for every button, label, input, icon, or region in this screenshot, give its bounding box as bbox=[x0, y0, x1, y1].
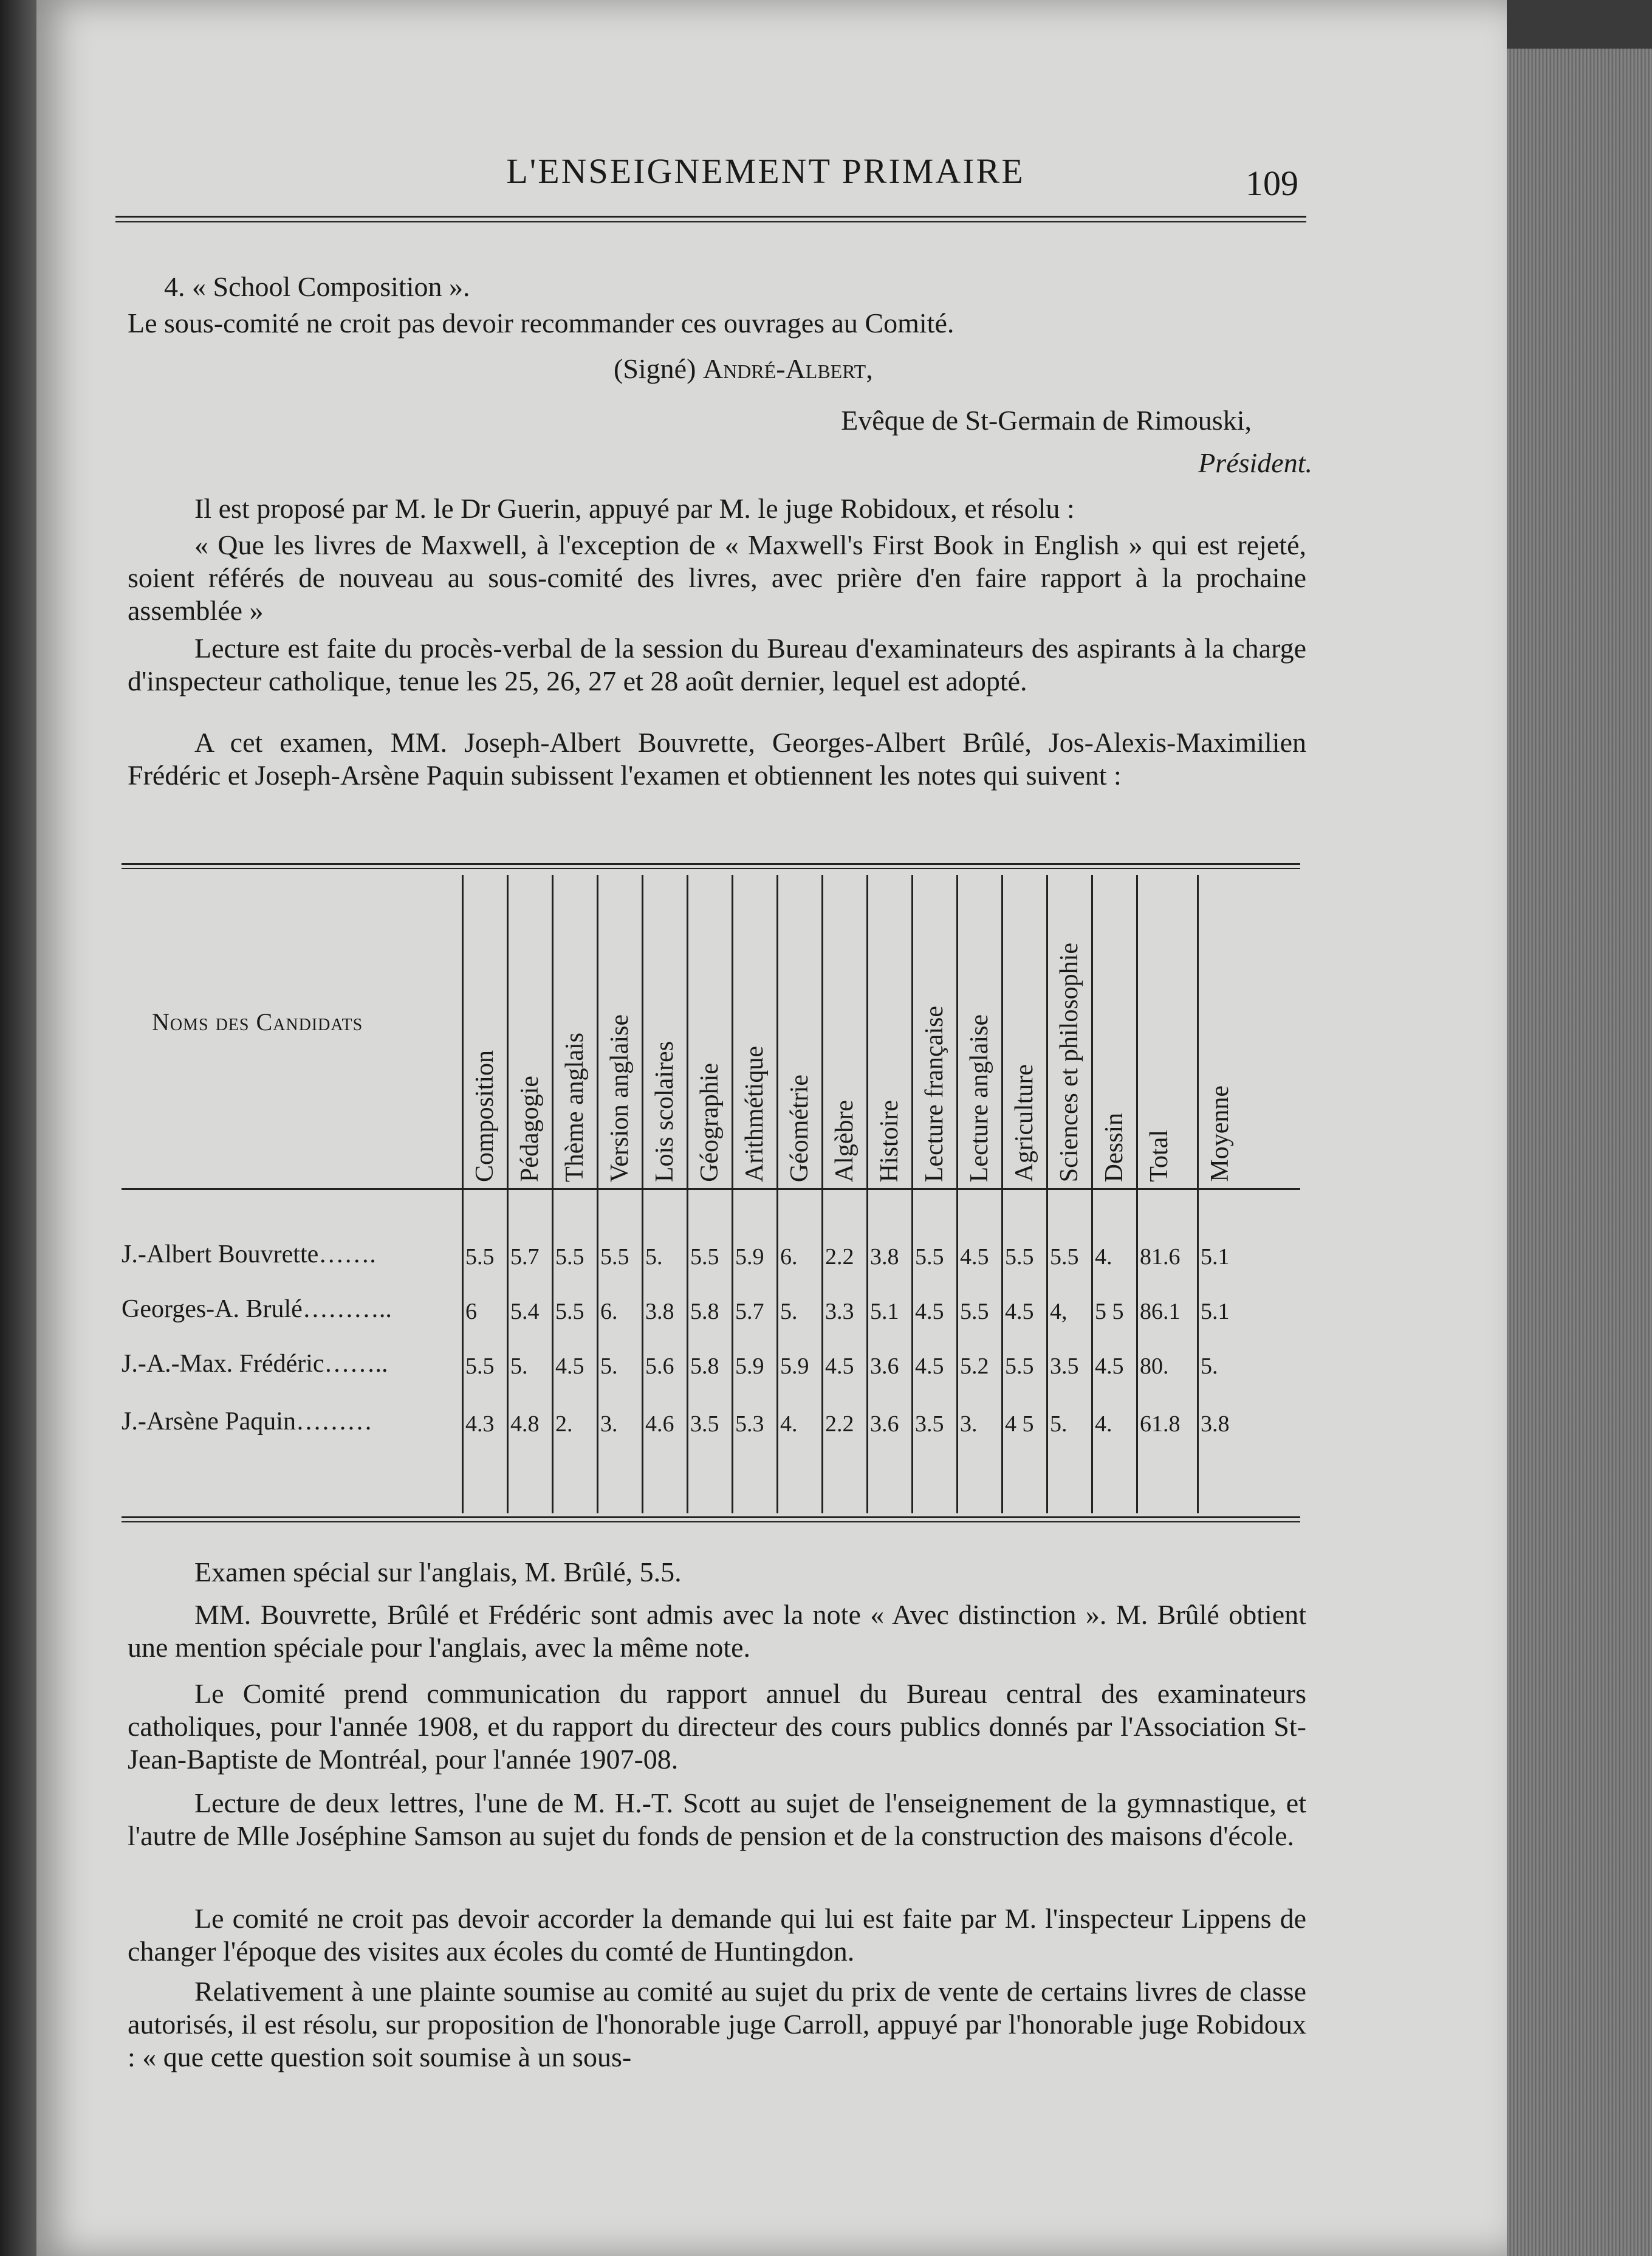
score-cell: 5.1 bbox=[1201, 1244, 1230, 1270]
column-divider bbox=[821, 875, 823, 1513]
paragraph-4: A cet examen, MM. Joseph-Albert Bouvrette, Georges-Albert Brûlé, Jos-Alexis-Maximilien Frédéric et Joseph-Arsène Paquin subissent l'examen et obtiennent les notes qui suivent : bbox=[128, 727, 1306, 791]
score-cell: 4.8 bbox=[510, 1411, 540, 1437]
paragraph-3: Lecture est faite du procès-verbal de la session du Bureau d'examinateurs des aspirants à la charge d'inspecteur catholique, tenue les 25, 26, 27 et 28 août dernier, lequel est adopté. bbox=[128, 633, 1306, 696]
after-paragraph-1: Examen spécial sur l'anglais, M. Brûlé, 5.5. bbox=[194, 1556, 682, 1587]
column-header: Version anglaise bbox=[606, 1014, 634, 1182]
score-cell: 2.2 bbox=[825, 1244, 854, 1270]
score-cell: 4, bbox=[1050, 1299, 1068, 1324]
score-cell: 5.5 bbox=[1005, 1244, 1034, 1270]
score-cell: 5.5 bbox=[1050, 1244, 1079, 1270]
candidate-name: J.-A.-Max. Frédéric…….. bbox=[122, 1350, 388, 1378]
column-header: Lecture anglaise bbox=[965, 1014, 993, 1182]
page-number: 109 bbox=[1246, 163, 1298, 203]
score-cell: 2. bbox=[555, 1411, 573, 1437]
score-cell: 5.5 bbox=[690, 1244, 719, 1270]
book-page bbox=[36, 0, 1507, 2256]
candidate-name: J.-Arsène Paquin……… bbox=[122, 1408, 372, 1436]
score-cell: 5.7 bbox=[735, 1299, 764, 1324]
column-divider bbox=[1136, 875, 1138, 1513]
signature-line bbox=[614, 352, 1160, 385]
paragraph-1: Il est proposé par M. le Dr Guerin, appuyé par M. le juge Robidoux, et résolu : bbox=[194, 493, 1075, 524]
score-cell: 4. bbox=[780, 1411, 798, 1437]
column-header: Histoire bbox=[876, 1099, 903, 1182]
table-header-rule bbox=[122, 1188, 1300, 1190]
score-cell: 5. bbox=[1050, 1411, 1068, 1437]
header-rule-2 bbox=[115, 221, 1306, 222]
score-cell: 4. bbox=[1095, 1411, 1112, 1437]
score-cell: 4.3 bbox=[465, 1411, 495, 1437]
score-cell: 4 5 bbox=[1005, 1411, 1034, 1437]
score-cell: 6. bbox=[780, 1244, 798, 1270]
score-cell: 5.9 bbox=[735, 1353, 764, 1379]
table-top-rule-2 bbox=[122, 868, 1300, 869]
score-cell: 5.5 bbox=[555, 1244, 584, 1270]
score-cell: 6. bbox=[600, 1299, 618, 1324]
book-gutter bbox=[0, 0, 36, 2256]
score-cell: 5.5 bbox=[960, 1299, 989, 1324]
score-cell: 5.2 bbox=[960, 1353, 989, 1379]
score-cell: 61.8 bbox=[1140, 1411, 1181, 1437]
score-cell: 86.1 bbox=[1140, 1299, 1181, 1324]
table-top-rule bbox=[122, 863, 1300, 865]
names-column-header: Noms des Candidats bbox=[152, 1008, 363, 1036]
score-cell: 5.5 bbox=[555, 1299, 584, 1324]
score-cell: 5.9 bbox=[780, 1353, 809, 1379]
score-cell: 5.8 bbox=[690, 1299, 719, 1324]
column-divider bbox=[776, 875, 778, 1513]
column-divider bbox=[507, 875, 509, 1513]
score-cell: 5.5 bbox=[1005, 1353, 1034, 1379]
paragraph-2: « Que les livres de Maxwell, à l'exception de « Maxwell's First Book in English » qui est rejeté, soient référés de nouveau au sous-comité des livres, avec prière d'en faire rapport à la prochaine assemblée » bbox=[128, 529, 1306, 626]
score-cell: 4.6 bbox=[645, 1411, 674, 1437]
intro-item: 4. « School Composition ». bbox=[164, 271, 470, 302]
column-divider bbox=[642, 875, 643, 1513]
column-header: Algèbre bbox=[831, 1099, 859, 1182]
column-divider bbox=[1091, 875, 1093, 1513]
column-divider bbox=[687, 875, 688, 1513]
score-cell: 5.1 bbox=[870, 1299, 899, 1324]
score-cell: 5.3 bbox=[735, 1411, 764, 1437]
column-divider bbox=[1001, 875, 1003, 1513]
signed-prefix: (Signé) bbox=[614, 353, 696, 384]
score-cell: 3.6 bbox=[870, 1353, 899, 1379]
after-paragraph-3: Le Comité prend communication du rapport annuel du Bureau central des examinateurs catholiques, pour l'année 1908, et du rapport du directeur des cours publics donnés par l'Association St-Jean-Baptiste de Montréal, pour l'année 1907-08. bbox=[128, 1678, 1306, 1775]
column-header: Thème anglais bbox=[561, 1032, 589, 1182]
score-cell: 3.8 bbox=[870, 1244, 899, 1270]
candidate-name: Georges-A. Brulé……….. bbox=[122, 1295, 392, 1323]
score-cell: 3. bbox=[960, 1411, 978, 1437]
after-paragraph-6: Relativement à une plainte soumise au comité au sujet du prix de vente de certains livres de classe autorisés, il est résolu, sur proposition de l'honorable juge Carroll, appuyé par l'honorable juge Robidoux : « que cette question soit soumise à un sous- bbox=[128, 1976, 1306, 2072]
page-fore-edge bbox=[1507, 49, 1652, 2256]
score-cell: 5.5 bbox=[465, 1244, 495, 1270]
score-cell: 3.3 bbox=[825, 1299, 854, 1324]
score-cell: 4.5 bbox=[960, 1244, 989, 1270]
score-cell: 3. bbox=[600, 1411, 618, 1437]
column-divider bbox=[956, 875, 958, 1513]
score-cell: 3.6 bbox=[870, 1411, 899, 1437]
column-divider bbox=[866, 875, 868, 1513]
header-rule bbox=[115, 216, 1306, 218]
score-cell: 3.8 bbox=[1201, 1411, 1230, 1437]
score-cell: 4.5 bbox=[1005, 1299, 1034, 1324]
column-header: Arithmétique bbox=[741, 1046, 769, 1182]
column-header: Agriculture bbox=[1010, 1064, 1038, 1182]
results-table bbox=[122, 863, 1300, 1544]
signature-role: Président. bbox=[1198, 447, 1312, 478]
score-cell: 5.7 bbox=[510, 1244, 540, 1270]
score-cell: 5. bbox=[600, 1353, 618, 1379]
score-cell: 5. bbox=[1201, 1353, 1218, 1379]
score-cell: 3.8 bbox=[645, 1299, 674, 1324]
column-divider bbox=[597, 875, 598, 1513]
running-head: L'ENSEIGNEMENT PRIMAIRE bbox=[506, 151, 1025, 191]
table-bottom-rule-2 bbox=[122, 1521, 1300, 1522]
score-cell: 6 bbox=[465, 1299, 477, 1324]
score-cell: 5.6 bbox=[645, 1353, 674, 1379]
background-top bbox=[1507, 0, 1652, 49]
after-paragraph-4: Lecture de deux lettres, l'une de M. H.-T. Scott au sujet de l'enseignement de la gymnastique, et l'autre de Mlle Joséphine Samson au sujet du fonds de pension et de la construction des maisons d'école. bbox=[128, 1787, 1306, 1851]
column-divider bbox=[552, 875, 554, 1513]
score-cell: 80. bbox=[1140, 1353, 1169, 1379]
score-cell: 3.5 bbox=[1050, 1353, 1079, 1379]
score-cell: 4.5 bbox=[555, 1353, 584, 1379]
score-cell: 5.9 bbox=[735, 1244, 764, 1270]
column-header: Composition bbox=[471, 1050, 499, 1182]
score-cell: 5. bbox=[780, 1299, 798, 1324]
score-cell: 5.4 bbox=[510, 1299, 540, 1324]
column-header: Lecture française bbox=[920, 1005, 948, 1182]
score-cell: 3.5 bbox=[915, 1411, 944, 1437]
column-header: Lois scolaires bbox=[651, 1040, 679, 1182]
column-divider bbox=[732, 875, 733, 1513]
score-cell: 4.5 bbox=[915, 1299, 944, 1324]
column-header: Géométrie bbox=[786, 1074, 814, 1182]
after-paragraph-2: MM. Bouvrette, Brûlé et Frédéric sont admis avec la note « Avec distinction ». M. Brûlé obtient une mention spéciale pour l'anglais, avec la même note. bbox=[128, 1599, 1306, 1663]
column-header: Dessin bbox=[1100, 1112, 1128, 1182]
column-divider bbox=[1046, 875, 1048, 1513]
signature-title: Evêque de St-Germain de Rimouski, bbox=[841, 405, 1252, 436]
score-cell: 5.1 bbox=[1201, 1299, 1230, 1324]
column-divider bbox=[911, 875, 913, 1513]
column-divider bbox=[1197, 875, 1199, 1513]
score-cell: 5.5 bbox=[600, 1244, 629, 1270]
column-header: Sciences et philosophie bbox=[1055, 942, 1083, 1182]
score-cell: 2.2 bbox=[825, 1411, 854, 1437]
table-bottom-rule bbox=[122, 1516, 1300, 1518]
score-cell: 81.6 bbox=[1140, 1244, 1181, 1270]
intro-line: Le sous-comité ne croit pas devoir recommander ces ouvrages au Comité. bbox=[128, 308, 955, 339]
score-cell: 5.5 bbox=[915, 1244, 944, 1270]
score-cell: 4.5 bbox=[825, 1353, 854, 1379]
score-cell: 3.5 bbox=[690, 1411, 719, 1437]
score-cell: 5.8 bbox=[690, 1353, 719, 1379]
score-cell: 4. bbox=[1095, 1244, 1112, 1270]
score-cell: 5. bbox=[510, 1353, 528, 1379]
after-paragraph-5: Le comité ne croit pas devoir accorder la demande qui lui est faite par M. l'inspecteur Lippens de changer l'époque des visites aux écoles du comté de Huntingdon. bbox=[128, 1903, 1306, 1967]
column-header: Géographie bbox=[696, 1063, 724, 1182]
score-cell: 4.5 bbox=[915, 1353, 944, 1379]
column-header: Total bbox=[1145, 1130, 1173, 1182]
score-cell: 4.5 bbox=[1095, 1353, 1124, 1379]
candidate-name: J.-Albert Bouvrette……. bbox=[122, 1240, 376, 1268]
score-cell: 5 5 bbox=[1095, 1299, 1124, 1324]
signed-name: André-Albert, bbox=[702, 353, 873, 384]
column-header: Moyenne bbox=[1206, 1085, 1234, 1182]
score-cell: 5.5 bbox=[465, 1353, 495, 1379]
score-cell: 5. bbox=[645, 1244, 663, 1270]
column-header: Pédagogie bbox=[516, 1076, 544, 1182]
column-divider bbox=[462, 875, 464, 1513]
